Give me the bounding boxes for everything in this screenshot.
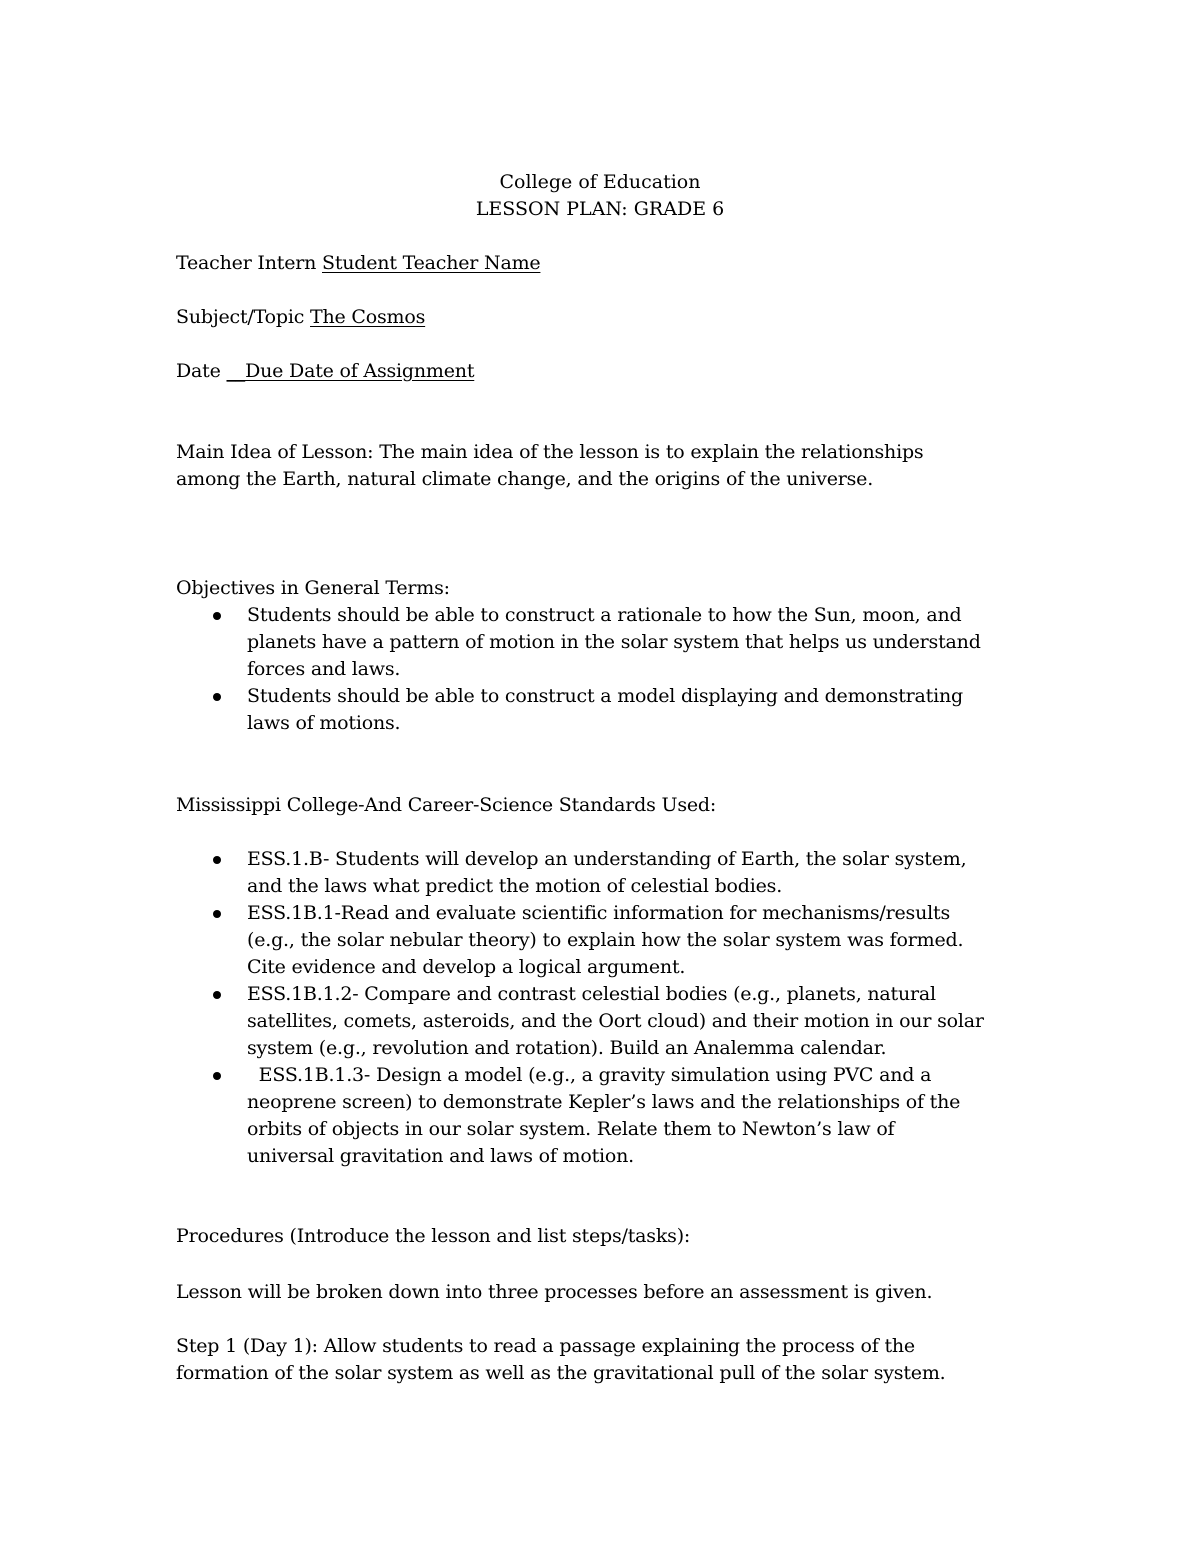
bullet-icon <box>213 612 221 620</box>
standards-heading: Mississippi College-And Career-Science Standards Used: <box>176 794 717 816</box>
list-item: Students should be able to construct a rationale to how the Sun, moon, and planets have a pattern of motion in the solar system that helps us understand forces and laws. <box>176 602 1056 683</box>
list-item: Students should be able to construct a model displaying and demonstrating laws of motions. <box>176 683 1056 737</box>
procedures-heading: Procedures (Introduce the lesson and list steps/tasks): <box>176 1225 691 1247</box>
step-1-paragraph <box>176 1333 1036 1387</box>
bullet-icon <box>213 991 221 999</box>
procedures-intro: Lesson will be broken down into three processes before an assessment is given. <box>176 1281 933 1303</box>
bullet-icon <box>213 693 221 701</box>
objectives-heading: Objectives in General Terms: <box>176 577 450 599</box>
main-idea-paragraph <box>176 439 1036 493</box>
list-item: ESS.1B.1-Read and evaluate scientific information for mechanisms/results (e.g., the solar nebular theory) to explain how the solar system was formed. Cite evidence and develop a logical argument. <box>176 900 1056 981</box>
date-field <box>176 358 1036 385</box>
plan-title: LESSON PLAN: GRADE 6 <box>475 198 725 220</box>
date-label: Date <box>176 360 221 382</box>
bullet-icon <box>213 1072 221 1080</box>
objectives-list <box>176 602 1056 737</box>
step-1-line: formation of the solar system as well as the gravitational pull of the solar system. <box>176 1362 946 1384</box>
subject-value: The Cosmos <box>310 306 426 328</box>
date-value: __Due Date of Assignment <box>226 360 475 382</box>
list-item: ESS.1.B- Students will develop an understanding of Earth, the solar system, and the laws what predict the motion of celestial bodies. <box>176 846 1056 900</box>
teacher-field <box>176 250 1036 277</box>
subject-label: Subject/Topic <box>176 306 305 328</box>
bullet-icon <box>213 910 221 918</box>
main-idea-line: among the Earth, natural climate change, and the origins of the universe. <box>176 468 874 490</box>
list-item: ESS.1B.1.3- Design a model (e.g., a gravity simulation using PVC and a neoprene screen) to demonstrate Kepler’s laws and the relationships of the orbits of objects in our solar system. Relate them to Newton’s law of universal gravitation and laws of motion. <box>176 1062 1056 1170</box>
teacher-label: Teacher Intern <box>176 252 317 274</box>
list-item: ESS.1B.1.2- Compare and contrast celestial bodies (e.g., planets, natural satellites, comets, asteroids, and the Oort cloud) and their motion in our solar system (e.g., revolution and rotation). Build an Analemma calendar. <box>176 981 1056 1062</box>
teacher-value: Student Teacher Name <box>322 252 541 274</box>
bullet-icon <box>213 856 221 864</box>
subject-field <box>176 304 1036 331</box>
main-idea-line: Main Idea of Lesson: The main idea of the lesson is to explain the relationships <box>176 441 924 463</box>
step-1-line: Step 1 (Day 1): Allow students to read a passage explaining the process of the <box>176 1335 915 1357</box>
college-heading: College of Education <box>499 171 701 193</box>
standards-list <box>176 846 1056 1170</box>
